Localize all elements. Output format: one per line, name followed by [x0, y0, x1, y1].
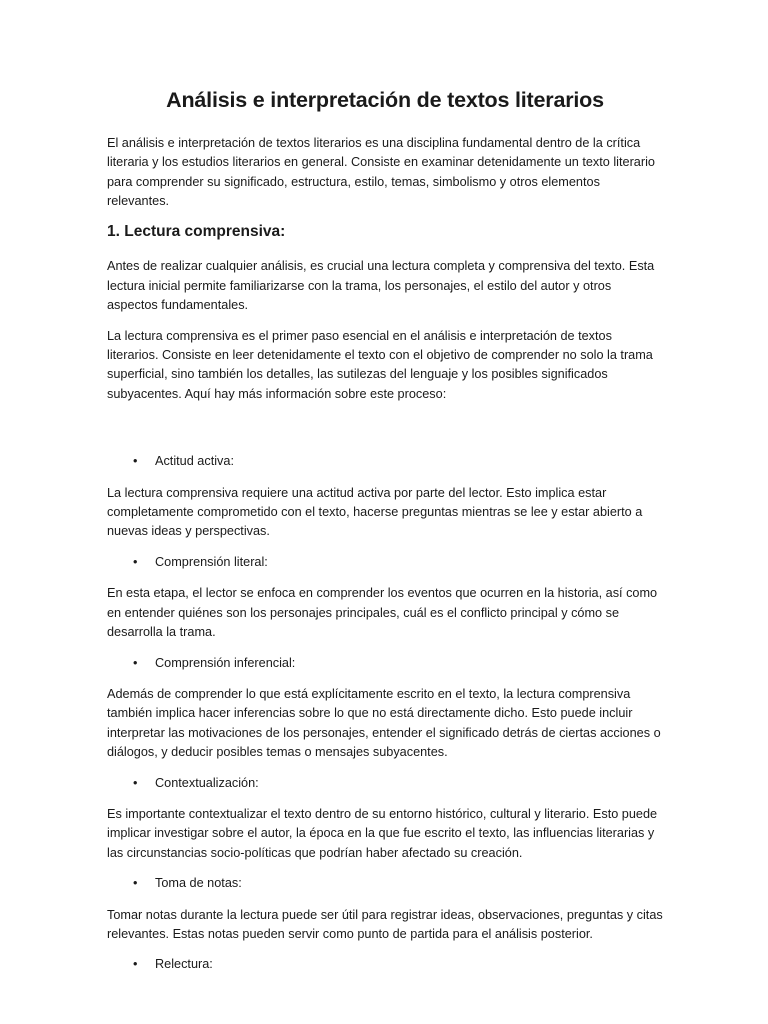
bullet-list: [107, 553, 663, 572]
bullet-list: [107, 452, 663, 471]
item-paragraph-comprension-literal: En esta etapa, el lector se enfoca en comprender los eventos que ocurren en la historia, así como en entender quiénes son los personajes principales, cuál es el conflicto principal y cómo se desarrolla la trama.: [107, 586, 658, 640]
bullet-list: [107, 654, 663, 673]
bullet-label: Relectura:: [155, 957, 213, 972]
section-paragraph-1: Antes de realizar cualquier análisis, es crucial una lectura completa y comprensiva del texto. Esta lectura inicial permite familiarizarse con la trama, los personajes, el estilo del autor y otros aspectos fundamentales.: [107, 259, 655, 313]
bullet-list: [107, 874, 663, 893]
bullet-label: Comprensión literal:: [155, 554, 268, 569]
section-heading-lectura-comprensiva: 1. Lectura comprensiva:: [107, 223, 286, 241]
item-paragraph-toma-de-notas: Tomar notas durante la lectura puede ser útil para registrar ideas, observaciones, preguntas y citas relevantes. Estas notas pueden servir como punto de partida para el análisis posterior.: [107, 907, 663, 941]
bullet-label: Comprensión inferencial:: [155, 655, 296, 670]
bullet-list: [107, 955, 663, 974]
bullet-icon: •: [133, 876, 138, 891]
bullet-icon: •: [133, 957, 138, 972]
bullet-label: Toma de notas:: [155, 876, 242, 891]
item-paragraph-actitud-activa: La lectura comprensiva requiere una actitud activa por parte del lector. Esto implica estar completamente comprometido con el texto, hacerse preguntas mientras se lee y estar abierto a nuevas ideas y perspectivas.: [107, 485, 643, 539]
document-content: [107, 88, 663, 987]
bullet-item-relectura: [107, 955, 663, 974]
section-paragraph-2: La lectura comprensiva es el primer paso esencial en el análisis e interpretación de textos literarios. Consiste en leer detenidamente el texto con el objetivo de comprender no solo la trama superficial, sino también los detalles, las sutilezas del lenguaje y los posibles significados subyacentes. Aquí hay más información sobre este proceso:: [107, 328, 653, 401]
bullet-item-comprension-inferencial: [107, 654, 663, 673]
bullet-icon: •: [133, 655, 138, 670]
document-title: Análisis e interpretación de textos literarios: [166, 88, 604, 112]
bullet-item-toma-de-notas: [107, 874, 663, 893]
bullet-label: Contextualización:: [155, 775, 259, 790]
bullet-item-contextualizacion: [107, 774, 663, 793]
intro-paragraph: El análisis e interpretación de textos literarios es una disciplina fundamental dentro de la crítica literaria y los estudios literarios en general. Consiste en examinar detenidamente un texto literario para comprender su significado, estructura, estilo, temas, simbolismo y otros elementos relevantes.: [107, 135, 655, 209]
bullet-item-actitud-activa: [107, 452, 663, 471]
bullet-icon: •: [133, 454, 138, 469]
item-paragraph-contextualizacion: Es importante contextualizar el texto dentro de su entorno histórico, cultural y literario. Esto puede implicar investigar sobre el autor, la época en la que fue escrito el texto, las influencias literarias y las circunstancias socio-políticas que podrían haber afectado su creación.: [107, 806, 658, 860]
blank-space: [107, 415, 663, 452]
item-paragraph-comprension-inferencial: Además de comprender lo que está explícitamente escrito en el texto, la lectura comprensiva también implica hacer inferencias sobre lo que no está directamente dicho. Esto puede incluir interpretar las motivaciones de los personajes, entender el significado detrás de ciertas acciones o diálogos, y deducir posibles temas o mensajes subyacentes.: [107, 686, 661, 760]
bullet-icon: •: [133, 775, 138, 790]
bullet-item-comprension-literal: [107, 553, 663, 572]
bullet-list: [107, 774, 663, 793]
bullet-label: Actitud activa:: [155, 454, 234, 469]
bullet-icon: •: [133, 554, 138, 569]
